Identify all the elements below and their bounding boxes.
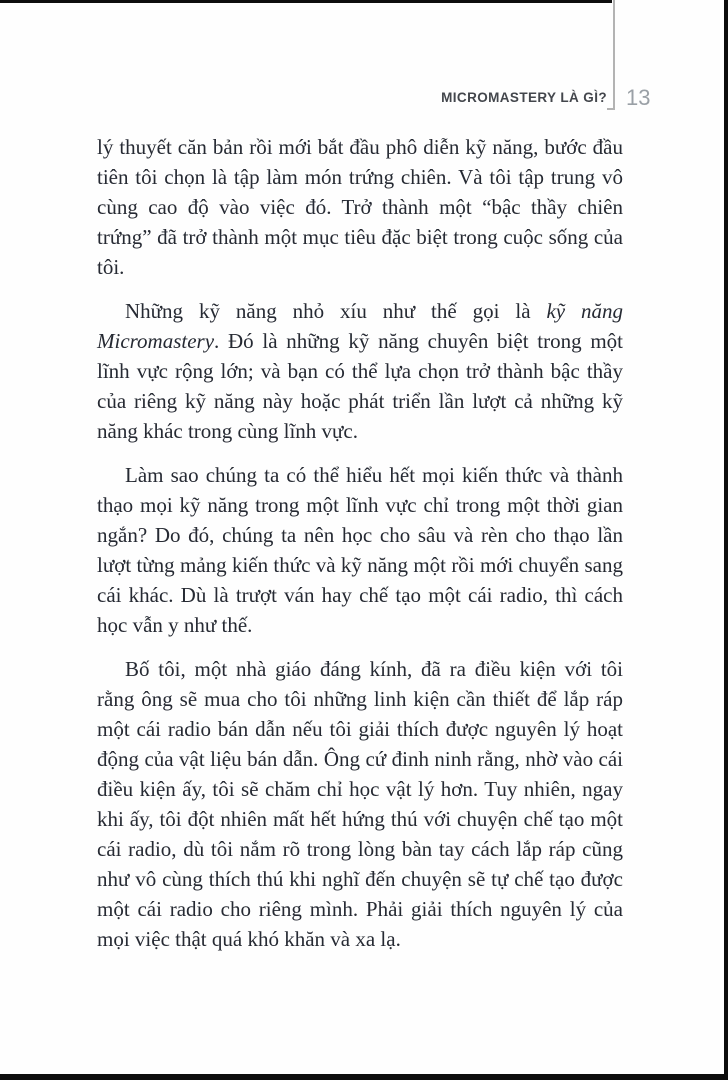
paragraph-text: lý thuyết căn bản rồi mới bắt đầu phô diễn kỹ năng, bước đầu tiên tôi chọn là tập làm món trứng chiên. Và tôi tập trung vô cùng cao độ vào việc đó. Trở thành một “bậc thầy chiên trứng” đã trở thành một mục tiêu đặc biệt trong cuộc sống của tôi.	[97, 135, 623, 279]
scan-right-edge	[724, 0, 728, 1080]
header-rule	[613, 0, 615, 110]
scan-top-edge	[0, 0, 612, 3]
scan-bottom-edge	[0, 1074, 728, 1080]
running-title: MICROMASTERY LÀ GÌ?	[441, 90, 607, 105]
page-number: 13	[626, 85, 651, 110]
text-block	[97, 132, 623, 968]
paragraph	[97, 132, 623, 282]
paragraph-text: Những kỹ năng nhỏ xíu như thế gọi là	[125, 299, 547, 323]
paragraph-text: . Đó là những kỹ năng chuyên biệt trong một lĩnh vực rộng lớn; và bạn có thể lựa chọn trở thành bậc thầy của riêng kỹ năng này hoặc phát triển lần lượt cả những kỹ năng khác trong cùng lĩnh vực.	[97, 329, 623, 443]
paragraph-text-italic: kỹ năng Micromastery	[97, 299, 623, 353]
paragraph	[97, 296, 623, 446]
paragraph	[97, 654, 623, 954]
paragraph-text: Bố tôi, một nhà giáo đáng kính, đã ra điều kiện với tôi rằng ông sẽ mua cho tôi những linh kiện cần thiết để lắp ráp một cái radio bán dẫn nếu tôi giải thích được nguyên lý hoạt động của vật liệu bán dẫn. Ông cứ đinh ninh rằng, nhờ vào cái điều kiện ấy, tôi sẽ chăm chỉ học vật lý hơn. Tuy nhiên, ngay khi ấy, tôi đột nhiên mất hết hứng thú với chuyện chế tạo một cái radio, dù tôi nắm rõ trong lòng bàn tay cách lắp ráp cũng như vô cùng thích thú khi nghĩ đến chuyện sẽ tự chế tạo được một cái radio cho riêng mình. Phải giải thích nguyên lý của mọi việc thật quá khó khăn và xa lạ.	[97, 657, 623, 951]
paragraph-text: Làm sao chúng ta có thể hiểu hết mọi kiến thức và thành thạo mọi kỹ năng trong một lĩnh vực chỉ trong một thời gian ngắn? Do đó, chúng ta nên học cho sâu và rèn cho thạo lần lượt từng mảng kiến thức và kỹ năng một rồi mới chuyển sang cái khác. Dù là trượt ván hay chế tạo một cái radio, thì cách học vẫn y như thế.	[97, 463, 623, 637]
paragraph	[97, 460, 623, 640]
